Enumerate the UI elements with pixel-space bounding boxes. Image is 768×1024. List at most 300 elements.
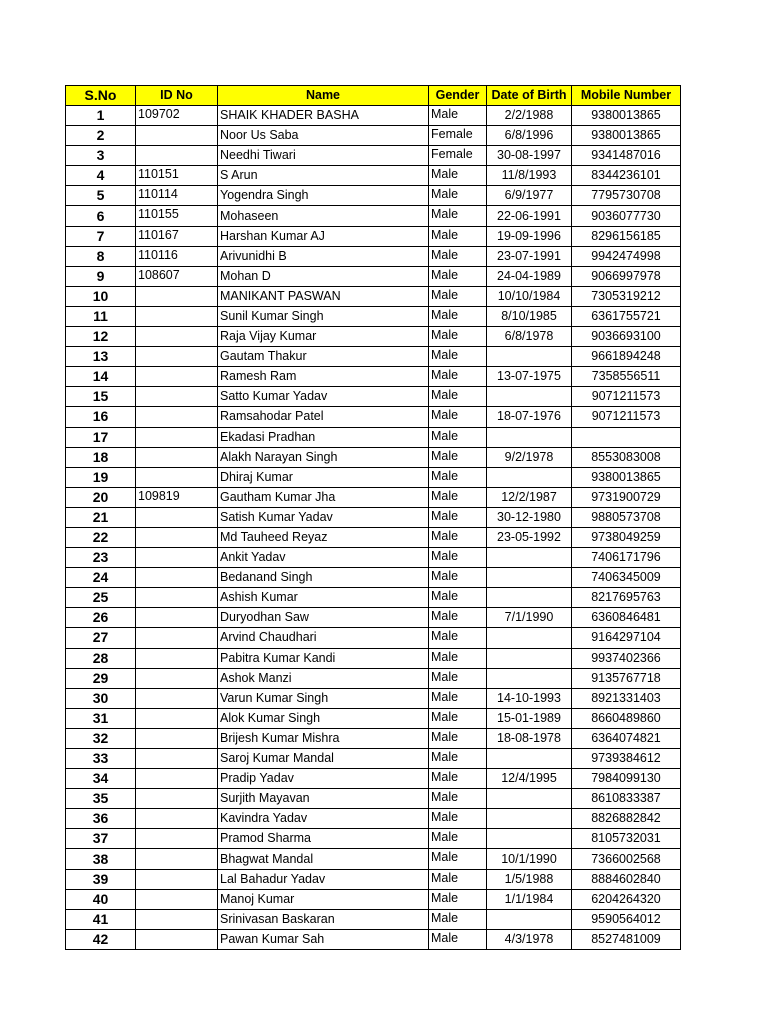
table-row	[66, 427, 681, 447]
table-row	[66, 226, 681, 246]
cell-name: Mohaseen	[218, 206, 429, 226]
cell-mobile-number: 9937402366	[572, 648, 681, 668]
cell-sno: 15	[66, 387, 136, 407]
cell-gender: Male	[429, 106, 487, 126]
cell-id-no	[136, 367, 218, 387]
cell-name: Md Tauheed Reyaz	[218, 527, 429, 547]
cell-mobile-number: 7358556511	[572, 367, 681, 387]
cell-mobile-number: 6361755721	[572, 306, 681, 326]
cell-mobile-number: 8826882842	[572, 809, 681, 829]
cell-name: Raja Vijay Kumar	[218, 327, 429, 347]
cell-gender: Male	[429, 769, 487, 789]
cell-id-no: 109819	[136, 487, 218, 507]
cell-name: Noor Us Saba	[218, 126, 429, 146]
table-row	[66, 146, 681, 166]
cell-id-no	[136, 146, 218, 166]
table-row	[66, 588, 681, 608]
cell-mobile-number: 9380013865	[572, 106, 681, 126]
cell-gender: Male	[429, 728, 487, 748]
cell-name: Arivunidhi B	[218, 246, 429, 266]
table-row	[66, 347, 681, 367]
cell-sno: 19	[66, 467, 136, 487]
cell-date-of-birth	[487, 347, 572, 367]
cell-date-of-birth: 18-07-1976	[487, 407, 572, 427]
table-row	[66, 688, 681, 708]
cell-date-of-birth: 22-06-1991	[487, 206, 572, 226]
cell-gender: Male	[429, 327, 487, 347]
cell-mobile-number: 7366002568	[572, 849, 681, 869]
table-row	[66, 929, 681, 949]
cell-name: Alakh Narayan Singh	[218, 447, 429, 467]
cell-date-of-birth: 19-09-1996	[487, 226, 572, 246]
cell-name: MANIKANT PASWAN	[218, 286, 429, 306]
table-row	[66, 527, 681, 547]
cell-id-no	[136, 327, 218, 347]
cell-sno: 31	[66, 708, 136, 728]
cell-mobile-number: 9739384612	[572, 749, 681, 769]
cell-sno: 11	[66, 306, 136, 326]
cell-id-no	[136, 527, 218, 547]
cell-gender: Male	[429, 889, 487, 909]
header-date-of-birth: Date of Birth	[487, 86, 572, 106]
cell-gender: Male	[429, 648, 487, 668]
cell-id-no	[136, 889, 218, 909]
cell-sno: 39	[66, 869, 136, 889]
cell-gender: Male	[429, 306, 487, 326]
cell-sno: 2	[66, 126, 136, 146]
header-name: Name	[218, 86, 429, 106]
cell-name: Pawan Kumar Sah	[218, 929, 429, 949]
cell-id-no	[136, 507, 218, 527]
table-row	[66, 106, 681, 126]
cell-name: Needhi Tiwari	[218, 146, 429, 166]
table-row	[66, 728, 681, 748]
cell-mobile-number: 7406171796	[572, 548, 681, 568]
cell-sno: 16	[66, 407, 136, 427]
table-row	[66, 266, 681, 286]
cell-sno: 32	[66, 728, 136, 748]
cell-gender: Male	[429, 367, 487, 387]
employee-table	[65, 85, 681, 950]
cell-name: Saroj Kumar Mandal	[218, 749, 429, 769]
cell-mobile-number: 9731900729	[572, 487, 681, 507]
cell-gender: Male	[429, 929, 487, 949]
cell-name: Kavindra Yadav	[218, 809, 429, 829]
cell-sno: 37	[66, 829, 136, 849]
cell-gender: Male	[429, 487, 487, 507]
cell-name: Surjith Mayavan	[218, 789, 429, 809]
cell-id-no	[136, 427, 218, 447]
cell-mobile-number: 8105732031	[572, 829, 681, 849]
cell-date-of-birth: 15-01-1989	[487, 708, 572, 728]
cell-date-of-birth: 1/5/1988	[487, 869, 572, 889]
cell-date-of-birth	[487, 387, 572, 407]
cell-name: Gautham Kumar Jha	[218, 487, 429, 507]
table-row	[66, 849, 681, 869]
table-row	[66, 246, 681, 266]
cell-gender: Male	[429, 628, 487, 648]
cell-sno: 6	[66, 206, 136, 226]
cell-mobile-number: 9738049259	[572, 527, 681, 547]
cell-sno: 3	[66, 146, 136, 166]
cell-name: Ramesh Ram	[218, 367, 429, 387]
cell-id-no: 110151	[136, 166, 218, 186]
cell-id-no	[136, 588, 218, 608]
cell-date-of-birth: 7/1/1990	[487, 608, 572, 628]
cell-mobile-number: 6364074821	[572, 728, 681, 748]
cell-date-of-birth	[487, 568, 572, 588]
table-row	[66, 548, 681, 568]
cell-gender: Male	[429, 427, 487, 447]
cell-sno: 38	[66, 849, 136, 869]
cell-name: Ramsahodar Patel	[218, 407, 429, 427]
cell-gender: Male	[429, 206, 487, 226]
cell-date-of-birth: 8/10/1985	[487, 306, 572, 326]
cell-date-of-birth	[487, 628, 572, 648]
table-row	[66, 789, 681, 809]
table-row	[66, 809, 681, 829]
cell-date-of-birth: 30-08-1997	[487, 146, 572, 166]
cell-gender: Male	[429, 588, 487, 608]
cell-date-of-birth: 10/1/1990	[487, 849, 572, 869]
table-row	[66, 869, 681, 889]
cell-name: Brijesh Kumar Mishra	[218, 728, 429, 748]
cell-id-no	[136, 548, 218, 568]
cell-sno: 24	[66, 568, 136, 588]
table-row	[66, 186, 681, 206]
cell-id-no	[136, 387, 218, 407]
cell-sno: 25	[66, 588, 136, 608]
table-row	[66, 909, 681, 929]
cell-date-of-birth	[487, 427, 572, 447]
cell-id-no	[136, 407, 218, 427]
cell-mobile-number: 7406345009	[572, 568, 681, 588]
cell-mobile-number: 8660489860	[572, 708, 681, 728]
cell-id-no	[136, 929, 218, 949]
cell-mobile-number: 9071211573	[572, 407, 681, 427]
cell-mobile-number: 8610833387	[572, 789, 681, 809]
cell-name: Satto Kumar Yadav	[218, 387, 429, 407]
cell-mobile-number: 9066997978	[572, 266, 681, 286]
cell-sno: 1	[66, 106, 136, 126]
cell-mobile-number: 9071211573	[572, 387, 681, 407]
cell-date-of-birth: 30-12-1980	[487, 507, 572, 527]
cell-name: Bedanand Singh	[218, 568, 429, 588]
cell-mobile-number: 9164297104	[572, 628, 681, 648]
cell-id-no	[136, 688, 218, 708]
cell-gender: Male	[429, 608, 487, 628]
cell-sno: 28	[66, 648, 136, 668]
cell-date-of-birth: 18-08-1978	[487, 728, 572, 748]
cell-mobile-number: 8884602840	[572, 869, 681, 889]
cell-gender: Male	[429, 527, 487, 547]
cell-date-of-birth: 23-07-1991	[487, 246, 572, 266]
cell-name: Pabitra Kumar Kandi	[218, 648, 429, 668]
cell-mobile-number: 9135767718	[572, 668, 681, 688]
cell-date-of-birth	[487, 548, 572, 568]
cell-mobile-number: 8296156185	[572, 226, 681, 246]
table-row	[66, 407, 681, 427]
cell-gender: Male	[429, 829, 487, 849]
cell-sno: 18	[66, 447, 136, 467]
cell-sno: 4	[66, 166, 136, 186]
cell-date-of-birth	[487, 789, 572, 809]
table-row	[66, 487, 681, 507]
cell-mobile-number: 9036693100	[572, 327, 681, 347]
cell-gender: Male	[429, 909, 487, 929]
cell-id-no: 110155	[136, 206, 218, 226]
cell-name: Mohan D	[218, 266, 429, 286]
cell-sno: 5	[66, 186, 136, 206]
cell-mobile-number: 9341487016	[572, 146, 681, 166]
cell-date-of-birth	[487, 909, 572, 929]
cell-mobile-number: 9380013865	[572, 126, 681, 146]
cell-date-of-birth: 6/8/1996	[487, 126, 572, 146]
cell-id-no	[136, 306, 218, 326]
cell-gender: Male	[429, 467, 487, 487]
cell-id-no: 108607	[136, 266, 218, 286]
cell-gender: Male	[429, 186, 487, 206]
cell-id-no	[136, 628, 218, 648]
cell-id-no: 110167	[136, 226, 218, 246]
cell-date-of-birth	[487, 829, 572, 849]
cell-id-no	[136, 126, 218, 146]
table-row	[66, 568, 681, 588]
cell-name: Ashish Kumar	[218, 588, 429, 608]
cell-date-of-birth: 2/2/1988	[487, 106, 572, 126]
cell-sno: 29	[66, 668, 136, 688]
cell-sno: 42	[66, 929, 136, 949]
table-row	[66, 286, 681, 306]
cell-date-of-birth: 4/3/1978	[487, 929, 572, 949]
cell-gender: Female	[429, 126, 487, 146]
cell-id-no	[136, 668, 218, 688]
cell-gender: Male	[429, 849, 487, 869]
cell-gender: Male	[429, 246, 487, 266]
cell-name: Gautam Thakur	[218, 347, 429, 367]
cell-gender: Male	[429, 749, 487, 769]
cell-sno: 8	[66, 246, 136, 266]
cell-sno: 10	[66, 286, 136, 306]
table-row	[66, 708, 681, 728]
cell-sno: 34	[66, 769, 136, 789]
cell-mobile-number: 9036077730	[572, 206, 681, 226]
cell-name: Arvind Chaudhari	[218, 628, 429, 648]
cell-name: Srinivasan Baskaran	[218, 909, 429, 929]
cell-gender: Male	[429, 809, 487, 829]
cell-date-of-birth: 24-04-1989	[487, 266, 572, 286]
cell-id-no	[136, 809, 218, 829]
cell-date-of-birth: 12/4/1995	[487, 769, 572, 789]
table-row	[66, 367, 681, 387]
cell-sno: 36	[66, 809, 136, 829]
cell-id-no: 109702	[136, 106, 218, 126]
cell-mobile-number: 6204264320	[572, 889, 681, 909]
cell-name: Pramod Sharma	[218, 829, 429, 849]
cell-mobile-number: 8344236101	[572, 166, 681, 186]
cell-sno: 35	[66, 789, 136, 809]
cell-id-no	[136, 648, 218, 668]
cell-gender: Male	[429, 266, 487, 286]
cell-name: Dhiraj Kumar	[218, 467, 429, 487]
cell-sno: 9	[66, 266, 136, 286]
cell-date-of-birth: 10/10/1984	[487, 286, 572, 306]
cell-mobile-number: 7305319212	[572, 286, 681, 306]
cell-date-of-birth	[487, 749, 572, 769]
cell-sno: 40	[66, 889, 136, 909]
cell-gender: Male	[429, 548, 487, 568]
cell-sno: 23	[66, 548, 136, 568]
cell-id-no	[136, 849, 218, 869]
table-row	[66, 306, 681, 326]
cell-sno: 14	[66, 367, 136, 387]
cell-gender: Male	[429, 407, 487, 427]
table-row	[66, 668, 681, 688]
table-row	[66, 769, 681, 789]
header-row	[66, 86, 681, 106]
cell-name: Lal Bahadur Yadav	[218, 869, 429, 889]
header-id-no: ID No	[136, 86, 218, 106]
cell-gender: Male	[429, 507, 487, 527]
table-row	[66, 628, 681, 648]
cell-name: Alok Kumar Singh	[218, 708, 429, 728]
cell-name: Ashok Manzi	[218, 668, 429, 688]
cell-sno: 27	[66, 628, 136, 648]
cell-mobile-number: 9661894248	[572, 347, 681, 367]
cell-gender: Male	[429, 869, 487, 889]
cell-id-no	[136, 749, 218, 769]
cell-id-no: 110116	[136, 246, 218, 266]
cell-name: Ekadasi Pradhan	[218, 427, 429, 447]
cell-name: Sunil Kumar Singh	[218, 306, 429, 326]
cell-date-of-birth: 14-10-1993	[487, 688, 572, 708]
cell-date-of-birth	[487, 467, 572, 487]
cell-sno: 41	[66, 909, 136, 929]
cell-mobile-number: 9942474998	[572, 246, 681, 266]
cell-id-no	[136, 728, 218, 748]
cell-name: Varun Kumar Singh	[218, 688, 429, 708]
table-row	[66, 608, 681, 628]
cell-mobile-number: 7984099130	[572, 769, 681, 789]
table-row	[66, 829, 681, 849]
cell-mobile-number: 9590564012	[572, 909, 681, 929]
cell-name: Harshan Kumar AJ	[218, 226, 429, 246]
cell-id-no	[136, 789, 218, 809]
cell-gender: Male	[429, 668, 487, 688]
header-sno: S.No	[66, 86, 136, 106]
table-row	[66, 327, 681, 347]
cell-sno: 20	[66, 487, 136, 507]
cell-id-no	[136, 869, 218, 889]
cell-gender: Male	[429, 447, 487, 467]
cell-gender: Male	[429, 286, 487, 306]
cell-id-no	[136, 608, 218, 628]
cell-date-of-birth: 23-05-1992	[487, 527, 572, 547]
cell-mobile-number: 8527481009	[572, 929, 681, 949]
cell-name: Bhagwat Mandal	[218, 849, 429, 869]
cell-date-of-birth	[487, 809, 572, 829]
cell-date-of-birth	[487, 648, 572, 668]
cell-mobile-number: 8553083008	[572, 447, 681, 467]
cell-date-of-birth: 6/8/1978	[487, 327, 572, 347]
cell-sno: 7	[66, 226, 136, 246]
cell-id-no	[136, 347, 218, 367]
cell-id-no	[136, 286, 218, 306]
cell-sno: 22	[66, 527, 136, 547]
cell-id-no: 110114	[136, 186, 218, 206]
cell-name: SHAIK KHADER BASHA	[218, 106, 429, 126]
cell-gender: Male	[429, 347, 487, 367]
cell-sno: 12	[66, 327, 136, 347]
cell-id-no	[136, 467, 218, 487]
table-row	[66, 467, 681, 487]
cell-name: Duryodhan Saw	[218, 608, 429, 628]
cell-gender: Male	[429, 688, 487, 708]
table-row	[66, 447, 681, 467]
cell-id-no	[136, 829, 218, 849]
cell-gender: Female	[429, 146, 487, 166]
cell-mobile-number: 6360846481	[572, 608, 681, 628]
table-row	[66, 166, 681, 186]
cell-name: Pradip Yadav	[218, 769, 429, 789]
cell-date-of-birth	[487, 668, 572, 688]
cell-name: Yogendra Singh	[218, 186, 429, 206]
cell-mobile-number: 9880573708	[572, 507, 681, 527]
cell-sno: 26	[66, 608, 136, 628]
cell-id-no	[136, 769, 218, 789]
cell-date-of-birth: 13-07-1975	[487, 367, 572, 387]
cell-gender: Male	[429, 387, 487, 407]
cell-id-no	[136, 568, 218, 588]
table-row	[66, 126, 681, 146]
cell-id-no	[136, 708, 218, 728]
cell-gender: Male	[429, 708, 487, 728]
cell-id-no	[136, 909, 218, 929]
cell-date-of-birth: 12/2/1987	[487, 487, 572, 507]
cell-date-of-birth: 1/1/1984	[487, 889, 572, 909]
table-row	[66, 507, 681, 527]
cell-gender: Male	[429, 789, 487, 809]
cell-name: Manoj Kumar	[218, 889, 429, 909]
cell-sno: 13	[66, 347, 136, 367]
cell-gender: Male	[429, 226, 487, 246]
cell-mobile-number: 8217695763	[572, 588, 681, 608]
table-row	[66, 206, 681, 226]
cell-name: Ankit Yadav	[218, 548, 429, 568]
cell-mobile-number: 9380013865	[572, 467, 681, 487]
table-row	[66, 387, 681, 407]
table-body	[66, 106, 681, 950]
cell-date-of-birth: 6/9/1977	[487, 186, 572, 206]
header-mobile-number: Mobile Number	[572, 86, 681, 106]
table-row	[66, 749, 681, 769]
cell-mobile-number: 7795730708	[572, 186, 681, 206]
cell-gender: Male	[429, 568, 487, 588]
table-row	[66, 648, 681, 668]
cell-name: Satish Kumar Yadav	[218, 507, 429, 527]
cell-mobile-number	[572, 427, 681, 447]
cell-mobile-number: 8921331403	[572, 688, 681, 708]
cell-date-of-birth: 11/8/1993	[487, 166, 572, 186]
cell-sno: 21	[66, 507, 136, 527]
cell-date-of-birth: 9/2/1978	[487, 447, 572, 467]
cell-sno: 33	[66, 749, 136, 769]
table-row	[66, 889, 681, 909]
cell-date-of-birth	[487, 588, 572, 608]
cell-sno: 30	[66, 688, 136, 708]
cell-name: S Arun	[218, 166, 429, 186]
cell-sno: 17	[66, 427, 136, 447]
